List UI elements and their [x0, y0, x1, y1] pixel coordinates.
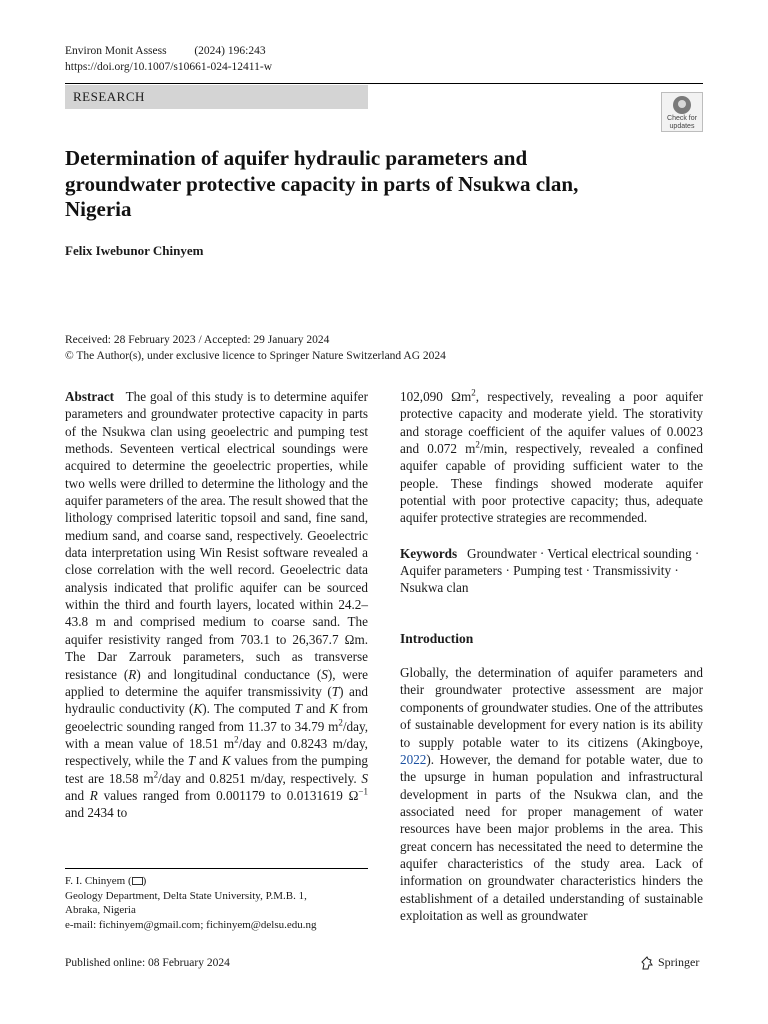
- footnote-affiliation-2: Abraka, Nigeria: [65, 904, 136, 917]
- abstract-text: Abstract The goal of this study is to determine aquifer parameters and groundwater protective capacity in parts of the Nsukwa clan using geoelectric and pumping test methods. Seventeen vertical electrical soundings were acquired to determine the geoelectric properties, while two wells were drilled to determine the lithology and the aquifer parameters of the area. The result showed that the lithology comprised lateritic topsoil and sand, fine sand, medium sand, and coarse sand, respectively. Geoelectric data interpretation using Win Resist software revealed a close correlation with the well record. Geoelectric data analysis indicated that prolific aquifer can be sourced within the third and fourth layers, located within 24.2–43.8 m and comprised medium to coarse sand. The aquifer resistivity ranged from 703.1 to 26,367.7 Ωm. The Dar Zarrouk parameters, such as transverse resistance (R) and longitudinal conductance (S), were applied to determine the aquifer transmissivity (T) and hydraulic conductivity (K). The computed T and K from geoelectric sounding ranged from 11.37 to 34.79 $m^2$/day, with a mean value of 18.51 $m^2$/day and 0.8243 m/day, respectively, while the T and K values from the pumping test are 18.58 $m^2$/day and 0.8251 m/day, respectively. S and R values ranged from 0.001179 to 0.0131619 $\Omega^{-1}$ and 2434 to: [65, 389, 369, 821]
- introduction-text: Globally, the determination of aquifer parameters and their groundwater protective assessment are major components of groundwater studies. One of the attributes of sustainable development for every nation is its ability to supply potable water to its citizens (Akingboye, 2022). However, the demand for potable water, due to the upsurge in human population and infrastructural development in parts of the Nsukwa clan, and the associated need for proper management of water resources have been major problems in the area. This great concern has necessitated the need to determine the aquifer characteristics of the study area. Lack of information on groundwater characteristics hinders the establishment of a detailed understanding of sustainable exploitation as well as groundwater: [400, 665, 703, 923]
- reference-link[interactable]: 2022: [400, 751, 427, 767]
- check-updates-icon: [673, 96, 691, 114]
- check-for-updates-badge[interactable]: [661, 92, 703, 132]
- footnote-name: F. I. Chinyem: [65, 875, 126, 887]
- abstract-left-column: [65, 388, 368, 822]
- publisher-name: Springer: [658, 955, 700, 969]
- keywords: [400, 545, 703, 597]
- abstract-continuation: 102,090 $\Omega m^2$, respectively, revealing a poor aquifer protective capacity and moderate yield. The storativity and storage coefficient of the aquifer values of 0.0023 and 0.072 $m^2/\min$, respectively, revealed a confined aquifer capable of providing sufficient water to the people. These findings showed moderate aquifer potential with poor protective capacity; thus, adequate aquifer protective strategies are recommended.: [400, 387, 703, 526]
- badge-line-2: updates: [669, 123, 695, 130]
- right-column: [400, 388, 703, 924]
- author-name[interactable]: Felix Iwebunor Chinyem: [65, 243, 204, 258]
- header-rule: [65, 83, 703, 84]
- received-accepted: Received: 28 February 2023 / Accepted: 29 January 2024: [65, 334, 330, 346]
- badge-line-1: Check for: [667, 115, 697, 122]
- footnote-affiliation-1: Geology Department, Delta State University, P.M.B. 1,: [65, 889, 307, 902]
- journal-name: Environ Monit Assess: [65, 45, 167, 57]
- footnote-rule: [65, 868, 368, 869]
- footnote-email[interactable]: e-mail: fichinyem@gmail.com; fichinyem@delsu.edu.ng: [65, 918, 317, 931]
- springer-horse-icon: [640, 956, 654, 970]
- citation: (2024) 196:243: [194, 45, 266, 57]
- article-title: Determination of aquifer hydraulic parameters and groundwater protective capacity in parts of Nsukwa clan, Nigeria: [65, 146, 579, 221]
- introduction-heading: Introduction: [400, 630, 474, 646]
- envelope-icon: [132, 877, 143, 885]
- doi-link[interactable]: https://doi.org/10.1007/s10661-024-12411-w: [65, 61, 272, 73]
- journal-header: [65, 43, 266, 59]
- author-footnote: F. I. Chinyem ( ) Geology Department, Delta State University, P.M.B. 1, Abraka, Nigeria e-mail: fichinyem@gmail.com; fichinyem@delsu.edu.ng: [65, 875, 317, 931]
- article-dates: [65, 333, 446, 364]
- published-online: Published online: 08 February 2024: [65, 957, 230, 969]
- springer-logo: [640, 955, 699, 970]
- keywords-label: Keywords: [400, 545, 458, 561]
- article-type-banner: RESEARCH: [65, 85, 368, 109]
- licence-line: © The Author(s), under exclusive licence to Springer Nature Switzerland AG 2024: [65, 349, 446, 362]
- abstract-label: Abstract: [65, 389, 115, 404]
- keywords-list: Groundwater · Vertical electrical sounding · Aquifer parameters · Pumping test · Transmissivity · Nsukwa clan: [400, 545, 700, 596]
